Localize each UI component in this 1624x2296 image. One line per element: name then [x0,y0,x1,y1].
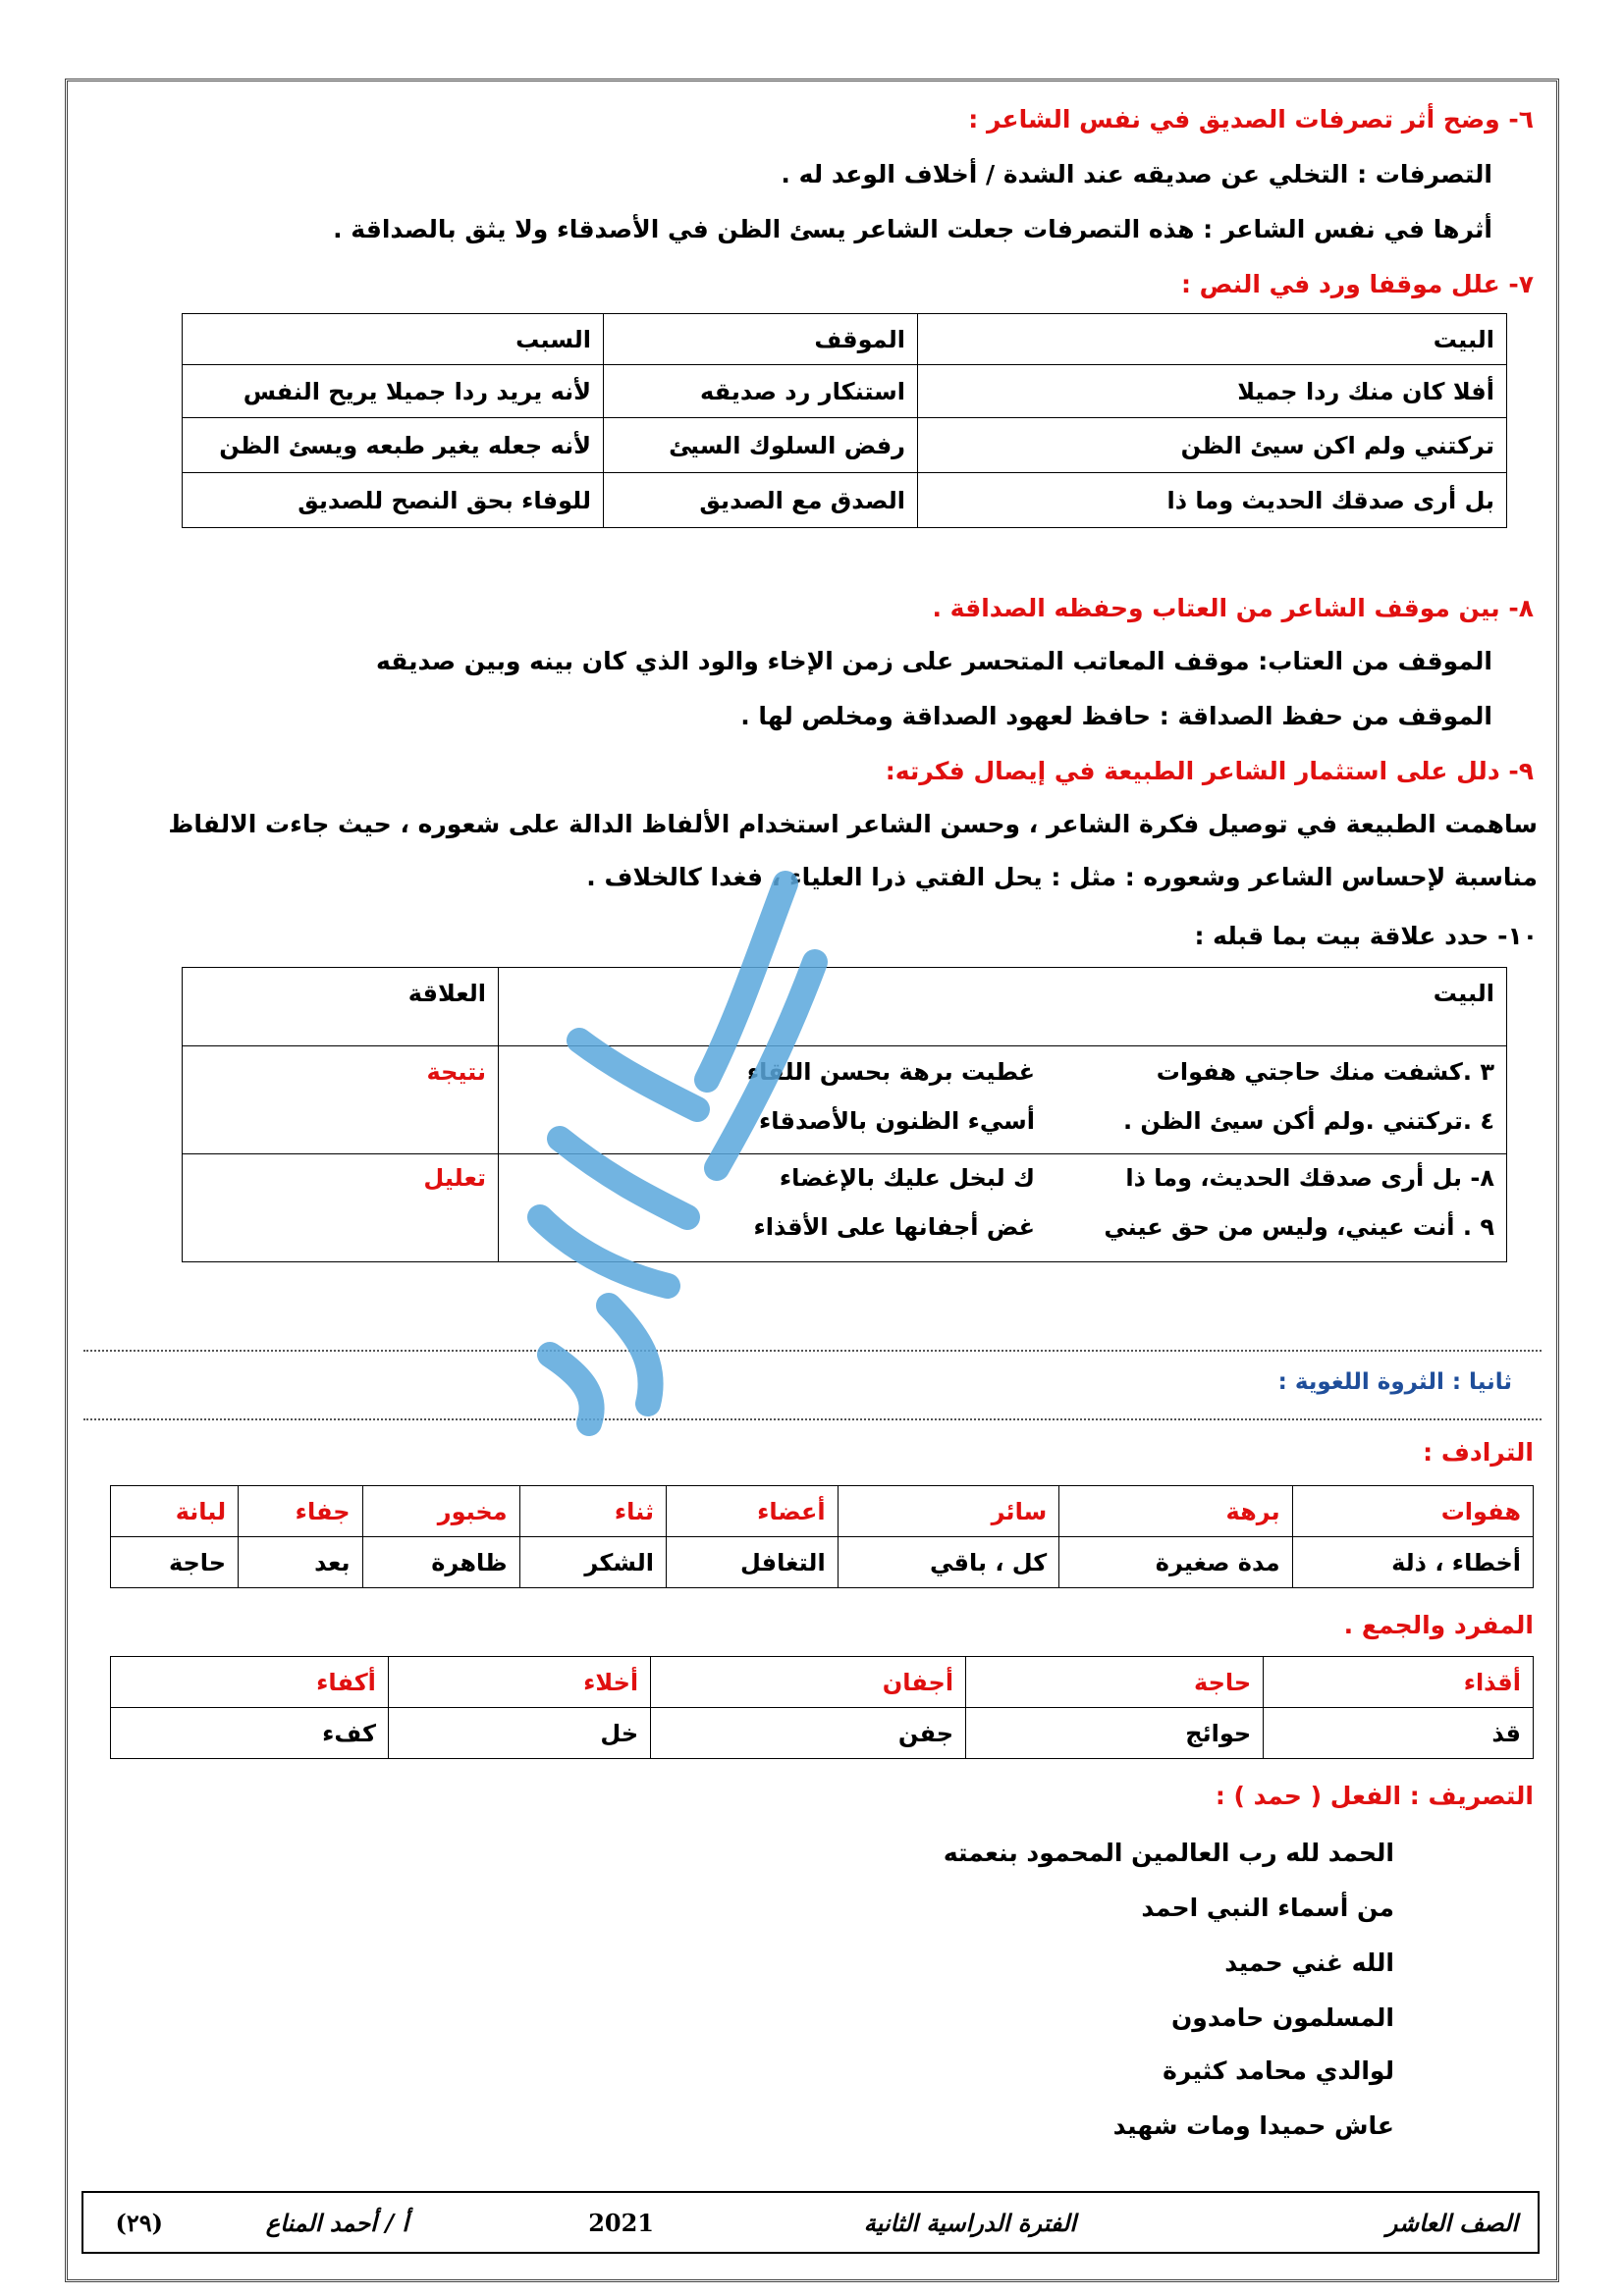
meaning-cell: التغافل [666,1537,838,1588]
dotted-divider [83,1350,1542,1352]
plural-cell: أقذاء [1264,1657,1534,1708]
synonyms-title: الترادف : [1423,1438,1534,1467]
cell-stance: الصدق مع الصديق [604,473,918,528]
q9-title: ٩- دلل على استثمار الشاعر الطبيعة في إيصال فكرته: [885,757,1534,785]
q10-title: ١٠- حدد علاقة بيت بما قبله : [1194,922,1538,950]
cell-stance: رفض السلوك السيئ [604,418,918,473]
morph-line: من أسماء النبي احمد [1141,1894,1394,1922]
morph-line: الحمد لله رب العالمين المحمود بنعمته [943,1839,1394,1867]
word-cell: برهة [1059,1486,1292,1537]
word-cell: ثناء [519,1486,666,1537]
q10-table [182,967,1507,1262]
verse-line: غطيت برهة بحسن اللقاء [746,1058,1035,1086]
singular-cell: خل [388,1708,650,1759]
section-title: ثانيا : الثروة اللغوية : [1277,1369,1512,1395]
q9-line2: مناسبة لإحساس الشاعر وشعوره : مثل : يحل الفتي ذرا العلياء ، فغدا كالخلاف . [586,863,1538,891]
meaning-cell: مدة صغيرة [1059,1537,1292,1588]
word-cell: هفوات [1292,1486,1533,1537]
verse-cell [499,1046,1507,1154]
meanings-row [111,1537,1534,1588]
footer-year: 2021 [588,2209,654,2237]
plural-cell: أخلاء [388,1657,650,1708]
q9-line1: ساهمت الطبيعة في توصيل فكرة الشاعر ، وحسن الشاعر استخدام الألفاظ الدالة على شعوره ، حيث جاءت الالفاظ [168,810,1538,838]
morph-line: الله غني حميد [1224,1949,1394,1977]
relation-value: تعليل [183,1154,499,1262]
singular-cell: كفء [111,1708,389,1759]
singulars-row [111,1708,1534,1759]
table-row [183,418,1507,473]
singular-cell: قذ [1264,1708,1534,1759]
morph-line: لوالدي محامد كثيرة [1163,2056,1394,2085]
cell-verse: بل أرى صدقك الحديث وما ذا [918,473,1507,528]
verse-line: ٣ .كشفت منك حاجتي هفوات [1156,1058,1494,1086]
cell-reason: لأنه يريد ردا جميلا يريح النفس [183,365,604,418]
dotted-divider [83,1418,1542,1420]
verse-line: ٨- بل أرى صدقك الحديث، وما ذا [1125,1164,1494,1192]
table-header-row [183,968,1507,1046]
meaning-cell: كل ، باقي [838,1537,1059,1588]
q6-title: ٦- وضح أثر تصرفات الصديق في نفس الشاعر : [968,105,1534,133]
verse-line: ٩ . أنت عيني، وليس من حق عيني [1104,1213,1494,1241]
singular-cell: جفن [651,1708,966,1759]
q6-line2: أثرها في نفس الشاعر : هذه التصرفات جعلت الشاعر يسئ الظن في الأصدقاء ولا يثق بالصداقة . [333,215,1492,243]
cell-stance: استنكار رد صديقه [604,365,918,418]
relation-value: نتيجة [183,1046,499,1154]
q8-title: ٨- بين موقف الشاعر من العتاب وحفظه الصداقة . [932,594,1534,622]
verse-line: ٤ .تركتني .ولم أكن سيئ الظن . [1122,1107,1494,1135]
word-cell: لبانة [111,1486,239,1537]
cell-verse: تركتني ولم اكن سيئ الظن [918,418,1507,473]
word-cell: سائر [838,1486,1059,1537]
word-cell: مخبور [362,1486,519,1537]
morph-line: عاش حميدا ومات شهيد [1112,2111,1394,2140]
footer-page-number: (٢٩) [115,2209,163,2237]
meaning-cell: الشكر [519,1537,666,1588]
table-row [183,1154,1507,1262]
header-relation: العلاقة [183,968,499,1046]
verse-line: أسيء الظنون بالأصدقاء [759,1107,1035,1135]
meaning-cell: ظاهرة [362,1537,519,1588]
plural-cell: أكفاء [111,1657,389,1708]
verse-line: غض أجفانها على الأقذاء [753,1213,1035,1241]
meaning-cell: أخطاء ، ذلة [1292,1537,1533,1588]
verse-line: ك لبخل عليك بالإغضاء [779,1164,1035,1192]
plural-table [110,1656,1534,1759]
plurals-row [111,1657,1534,1708]
page-footer [81,2191,1540,2254]
table-header-row [183,314,1507,365]
word-cell: جفاء [239,1486,362,1537]
header-verse: البيت [499,968,1507,1046]
table-row [183,473,1507,528]
meaning-cell: بعد [239,1537,362,1588]
plural-cell: حاجة [966,1657,1264,1708]
plural-title: المفرد والجمع . [1343,1611,1534,1639]
cell-reason: لأنه جعله يغير طبعه ويسئ الظن [183,418,604,473]
cell-reason: للوفاء بحق النصح للصديق [183,473,604,528]
q7-table [182,313,1507,528]
q8-line2: الموقف من حفظ الصداقة : حافظ لعهود الصداقة ومخلص لها . [740,702,1492,730]
q6-line1: التصرفات : التخلي عن صديقه عند الشدة / أخلاف الوعد له . [781,160,1492,188]
verse-cell [499,1154,1507,1262]
q7-title: ٧- علل موقفا ورد في النص : [1180,270,1534,298]
singular-cell: حوائج [966,1708,1264,1759]
footer-teacher: أ / أحمد المناع [265,2209,408,2237]
footer-grade: الصف العاشر [1385,2209,1518,2237]
header-reason: السبب [183,314,604,365]
synonyms-table [110,1485,1534,1588]
morph-title: التصريف : الفعل ( حمد ) : [1215,1782,1534,1810]
table-row [183,1046,1507,1154]
cell-verse: أفلا كان منك ردا جميلا [918,365,1507,418]
meaning-cell: حاجة [111,1537,239,1588]
table-row [183,365,1507,418]
word-cell: أعضاء [666,1486,838,1537]
q8-line1: الموقف من العتاب: موقف المعاتب المتحسر على زمن الإخاء والود الذي كان بينه وبين صديقه [375,647,1492,675]
header-stance: الموقف [604,314,918,365]
header-verse: البيت [918,314,1507,365]
plural-cell: أجفان [651,1657,966,1708]
footer-period: الفترة الدراسية الثانية [863,2209,1076,2237]
morph-line: المسلمون حامدون [1170,2003,1394,2032]
words-row [111,1486,1534,1537]
